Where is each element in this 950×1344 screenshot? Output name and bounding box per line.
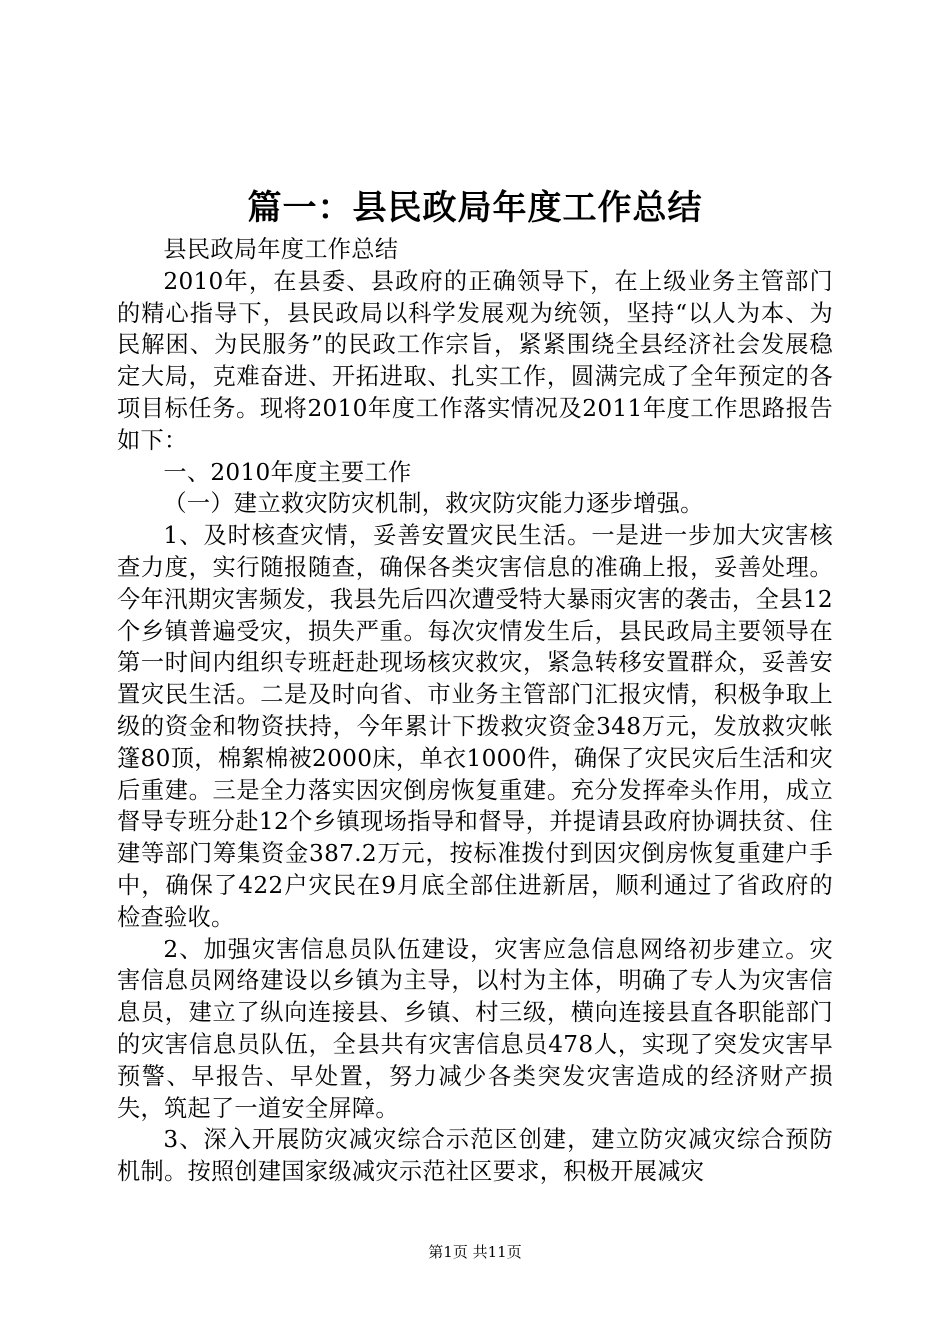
paragraph-item-1: 1、及时核查灾情，妥善安置灾民生活。一是进一步加大灾害核查力度，实行随报随查，确保各类灾害信息的准确上报，妥善处理。今年汛期灾害频发，我县先后四次遭受特大暴雨灾害的袭击，全县12个乡镇普遍受灾，损失严重。每次灾情发生后，县民政局主要领导在第一时间内组织专班赶赴现场核灾救灾，紧急转移安置群众，妥善安置灾民生活。二是及时向省、市业务主管部门汇报灾情，积极争取上级的资金和物资扶持，今年累计下拨救灾资金348万元，发放救灾帐篷80顶，棉絮棉被2000床，单衣1000件，确保了灾民灾后生活和灾后重建。三是全力落实因灾倒房恢复重建。充分发挥牵头作用，成立督导专班分赴12个乡镇现场指导和督导，并提请县政府协调扶贫、住建等部门筹集资金387.2万元，按标准拨付到因灾倒房恢复重建户手中，确保了422户灾民在9月底全部住进新居，顺利通过了省政府的检查验收。: [117, 522, 833, 931]
paragraph-item-2: 2、加强灾害信息员队伍建设，灾害应急信息网络初步建立。灾害信息员网络建设以乡镇为主导，以村为主体，明确了专人为灾害信息员，建立了纵向连接县、乡镇、村三级，横向连接县直各职能部门的灾害信息员队伍，全县共有灾害信息员478人，实现了突发灾害早预警、早报告、早处置，努力减少各类突发灾害造成的经济财产损失，筑起了一道安全屏障。: [117, 935, 833, 1122]
paragraph-item-3: 3、深入开展防灾减灾综合示范区创建，建立防灾减灾综合预防机制。按照创建国家级减灾示范社区要求，积极开展减灾: [117, 1126, 833, 1186]
document-title: 篇一：县民政局年度工作总结: [247, 188, 703, 228]
paragraph-heading-subtitle: 县民政局年度工作总结: [163, 236, 399, 263]
section-heading-main-work: 一、2010年度主要工作: [163, 458, 412, 486]
document-body: [117, 234, 833, 1188]
subsection-heading-disaster-mechanism: （一）建立救灾防灾机制，救灾防灾能力逐步增强。: [163, 490, 704, 518]
page-number-footer: 第1页 共11页: [428, 1243, 522, 1261]
paragraph-intro: 2010年，在县委、县政府的正确领导下，在上级业务主管部门的精心指导下，县民政局以科学发展观为统领，坚持“以人为本、为民解困、为民服务”的民政工作宗旨，紧紧围绕全县经济社会发展稳定大局，克难奋进、开拓进取、扎实工作，圆满完成了全年预定的各项目标任务。现将2010年度工作落实情况及2011年度工作思路报告如下：: [117, 267, 833, 454]
